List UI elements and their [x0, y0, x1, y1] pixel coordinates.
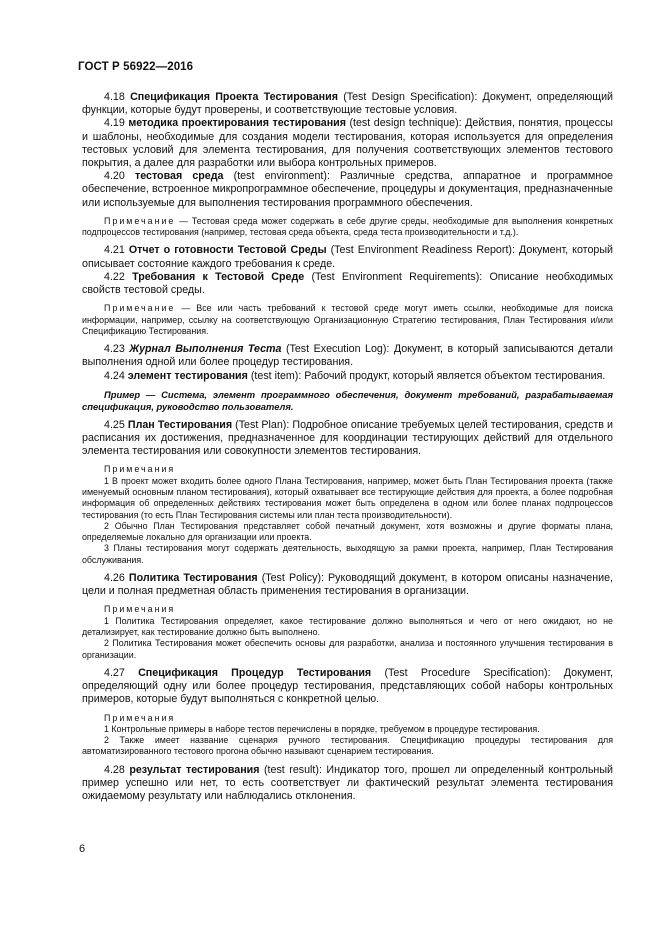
term: методика проектирования тестирования	[128, 117, 346, 130]
entry-4-25: 4.25 План Тестирования (Test Plan): Подробное описание требуемых целей тестирования, средств и расписания их достижения, предназначенное для координации тестирующих действий для отдельного элемента тестирования или совокупности элементов тестирования.	[82, 418, 613, 458]
entry-4-22: 4.22 Требования к Тестовой Среде (Test Environment Requirements): Описание необходимых свойств тестовой среды.	[82, 270, 613, 297]
term: Журнал Выполнения Теста	[129, 343, 282, 356]
term: Спецификация Процедур Тестирования	[138, 666, 372, 679]
note-4-20: Примечание — Тестовая среда может содержать в себе другие среды, необходимые для выполнения конкретных подпроцессов тестирования (например, тестовая среда объекта, среда теста производительности и т.д.).	[82, 215, 613, 238]
entry-4-23: 4.23 Журнал Выполнения Теста (Test Execution Log): Документ, в который записываются детали выполнения одной или более процедур тестирования.	[82, 343, 613, 369]
note-4-22: Примечание — Все или часть требований к тестовой среде могут иметь ссылки, необходимые для поиска информации, например, ссылку на соответствующую Организационную Стратегию тестирования, План Тестирования и/или Спецификацию Тестирования.	[82, 303, 613, 336]
entry-4-19: 4.19 методика проектирования тестирования (test design technique): Действия, понятия, процессы и шаблоны, необходимые для создания модели тестирования, которая используется для определения тестовых условий для элемента тестирования, для получения соответствующих элементов тестового покрытия, а далее для разработки или выбора контрольных примеров.	[82, 117, 613, 170]
note-item: 1 В проект может входить более одного Плана Тестирования, например, может быть План Тестирования проекта (также именуемый основным планом тестирования), который охватывает все тестирующие действия для проекта, а более подробная информация об определенных действиях тестирования может быть определена в одном или более планах подпроцессов тестирования (то есть План Тестирования системы или план теста производительности).	[82, 475, 613, 520]
document-header: ГОСТ Р 56922—2016	[78, 61, 194, 73]
term: результат тестирования	[129, 763, 260, 776]
entry-4-26: 4.26 Политика Тестирования (Test Policy): Руководящий документ, в котором описаны назначение, цели и полная предметная область применения тестирования в организации.	[82, 572, 613, 598]
entry-4-20: 4.20 тестовая среда (test environment): Различные средства, аппаратное и программное обеспечение, встроенное микропрограммное обеспечение, процедуры и документация, предназначенные или используемые для выполнения тестирования программного обеспечения.	[82, 170, 613, 209]
note-item: 2 Также имеет название сценария ручного тестирования. Спецификацию процедуры тестирования для автоматизированного тестового прогона обычно называют сценарием тестирования.	[82, 735, 613, 757]
entry-4-24: 4.24 элемент тестирования (test item): Рабочий продукт, который является объектом тестирования.	[104, 369, 606, 382]
note-item: 1 Контрольные примеры в наборе тестов перечислены в порядке, требуемом в процедуре тестирования.	[104, 723, 540, 734]
term: План Тестирования	[127, 418, 233, 431]
term: Политика Тестирования	[128, 572, 258, 585]
term: тестовая среда	[134, 170, 224, 183]
notes-heading: Примечания	[104, 464, 176, 475]
example-4-24: Пример — Система, элемент программного обеспечения, документ требований, разрабатываемая спецификация, руководство пользователя.	[82, 388, 613, 412]
term: элемент тестирования	[127, 369, 248, 382]
notes-heading: Примечания	[104, 604, 176, 615]
note-item: 2 Обычно План Тестирования представляет собой печатный документ, хотя возможны и другие форматы плана, определяемые локально для организации или проекта.	[82, 520, 613, 543]
note-item: 3 Планы тестирования могут содержать деятельность, выходящую за рамки проекта, например, План Тестирования обслуживания.	[82, 543, 613, 565]
document-body	[82, 91, 613, 803]
entry-4-18: 4.18 Спецификация Проекта Тестирования (Test Design Specification): Документ, определяющий функции, которые будут проверены, и соответствующие тестовые условия.	[82, 91, 614, 117]
note-item: 2 Политика Тестирования может обеспечить основы для разработки, анализа и постоянного улучшения тестирования в организации.	[82, 638, 613, 660]
note-item: 1 Политика Тестирования определяет, какое тестирование должно выполняться и чего от него ожидают, но не детализирует, как тестирование должно быть выполнено.	[82, 615, 613, 638]
page-number: 6	[79, 843, 86, 855]
term: Требования к Тестовой Среде	[132, 270, 305, 283]
entry-4-27: 4.27 Спецификация Процедур Тестирования (Test Procedure Specification): Документ, определяющий одну или более процедур тестирования, представляющих собой наборы контрольных примеров, которые будут выполняться с конкретной целью.	[82, 666, 613, 706]
term: Спецификация Проекта Тестирования	[130, 91, 338, 103]
entry-4-21: 4.21 Отчет о готовности Тестовой Среды (Test Environment Readiness Report): Документ, который описывает состояние каждого требования к среде.	[82, 244, 613, 270]
entry-4-28: 4.28 результат тестирования (test result): Индикатор того, прошел ли определенный контрольный пример успешно или нет, то есть соответствует ли фактический результат элемента тестирования ожидаемому результату или наблюдались отклонения.	[82, 763, 613, 803]
notes-heading: Примечания	[104, 712, 176, 723]
term: Отчет о готовности Тестовой Среды	[128, 244, 327, 257]
